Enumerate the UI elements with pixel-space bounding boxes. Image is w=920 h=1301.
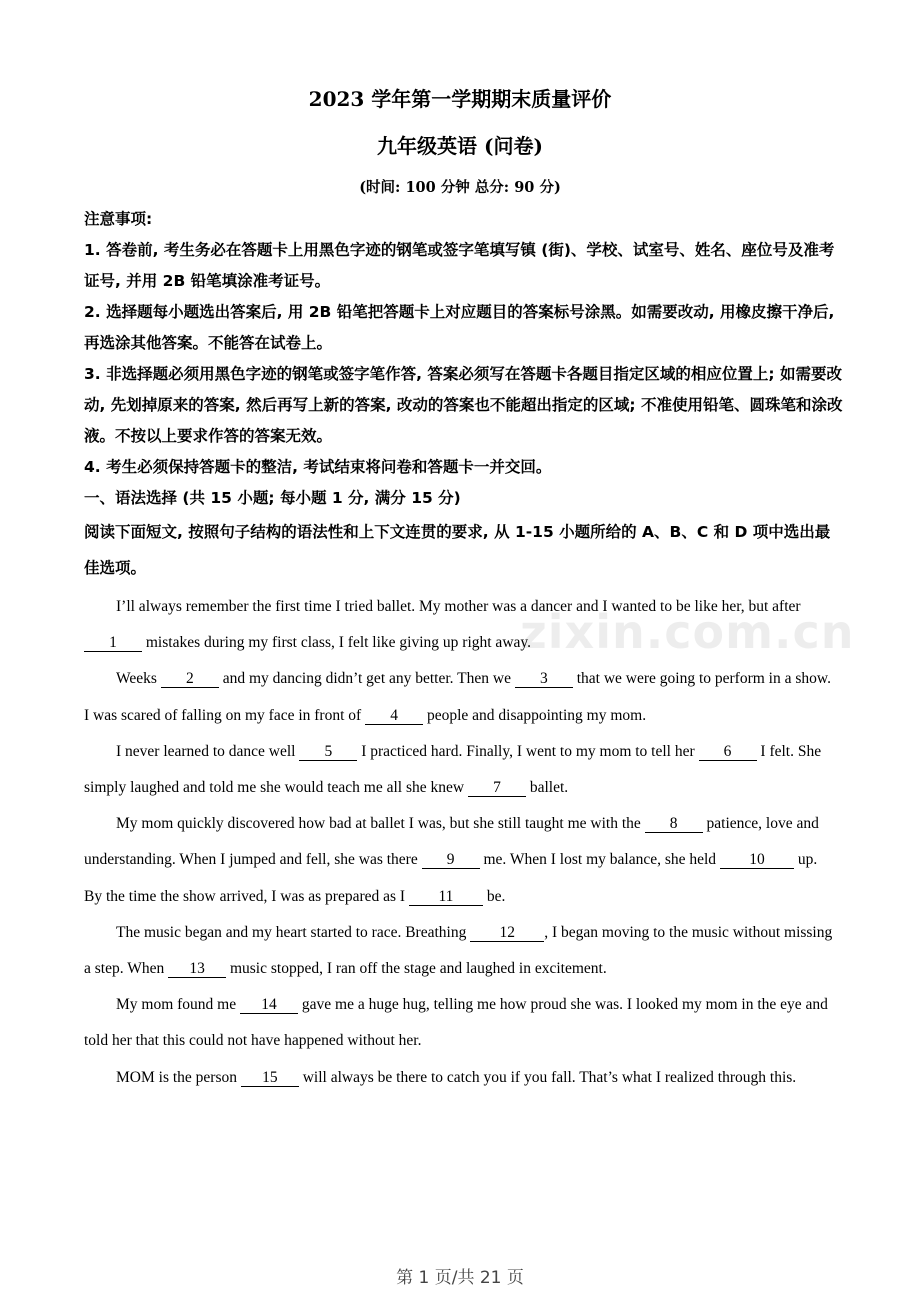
- passage-paragraph: My mom quickly discovered how bad at ballet I was, but she still taught me with the 8 patience, love and understanding. When I jumped and fell, she was there 9 me. When I lost my balance, she held 10 up. By the time the show arrived, I was as prepared as I 11 be.: [84, 815, 819, 905]
- answer-blank: 4: [365, 708, 423, 725]
- answer-blank: 15: [241, 1070, 299, 1087]
- answer-blank: 14: [240, 997, 298, 1014]
- answer-blank: 9: [422, 852, 480, 869]
- passage-paragraph: I never learned to dance well 5 I practiced hard. Finally, I went to my mom to tell her 6 I felt. She simply laughed and told me she would teach me all she knew 7 ballet.: [84, 742, 822, 797]
- answer-blank: 12: [470, 925, 544, 942]
- answer-blank: 11: [409, 889, 483, 906]
- passage-paragraph: The music began and my heart started to race. Breathing 12 , I began moving to the music without missing a step. When 13 music stopped, I ran off the stage and laughed in excitement.: [84, 923, 833, 978]
- exam-info: (时间: 100 分钟 总分: 90 分): [359, 179, 561, 196]
- watermark: zixin.com.cn: [520, 605, 855, 659]
- answer-blank: 3: [515, 671, 573, 688]
- passage-paragraph: MOM is the person 15 will always be there to catch you if you fall. That’s what I realized through this.: [116, 1068, 797, 1086]
- passage: [84, 589, 836, 1096]
- note-item: 4. 考生必须保持答题卡的整洁, 考试结束将问卷和答题卡一并交回。: [84, 458, 552, 476]
- answer-blank: 5: [299, 744, 357, 761]
- answer-blank: 1: [84, 635, 142, 652]
- exam-subtitle: 九年级英语 (问卷): [377, 134, 543, 158]
- notes-heading: 注意事项:: [84, 210, 153, 228]
- notes-section: [84, 204, 844, 586]
- note-item: 2. 选择题每小题选出答案后, 用 2B 铅笔把答题卡上对应题目的答案标号涂黑。如需要改动, 用橡皮擦干净后, 再选涂其他答案。不能答在试卷上。: [84, 303, 835, 352]
- answer-blank: 13: [168, 961, 226, 978]
- answer-blank: 7: [468, 780, 526, 797]
- page-footer: 第 1 页/共 21 页: [396, 1268, 524, 1288]
- passage-paragraph: I’ll always remember the first time I tried ballet. My mother was a dancer and I wanted to be like her, but after 1 mistakes during my first class, I felt like giving up right away.: [84, 589, 836, 661]
- answer-blank: 10: [720, 852, 794, 869]
- exam-title: 2023 学年第一学期期末质量评价: [308, 87, 612, 111]
- section-instruction: 阅读下面短文, 按照句子结构的语法性和上下文连贯的要求, 从 1-15 小题所给的 A、B、C 和 D 项中选出最佳选项。: [84, 523, 831, 577]
- passage-paragraph: My mom found me 14 gave me a huge hug, telling me how proud she was. I looked my mom in the eye and told her that this could not have happened without her.: [84, 996, 828, 1050]
- answer-blank: 2: [161, 671, 219, 688]
- section-title: 一、语法选择 (共 15 小题; 每小题 1 分, 满分 15 分): [84, 489, 461, 507]
- note-item: 3. 非选择题必须用黑色字迹的钢笔或签字笔作答, 答案必须写在答题卡各题目指定区域的相应位置上; 如需要改动, 先划掉原来的答案, 然后再写上新的答案, 改动的答案也不能超出指定的区域; 不准使用铅笔、圆珠笔和涂改液。不按以上要求作答的答案无效。: [84, 365, 843, 445]
- passage-paragraph: Weeks 2 and my dancing didn’t get any better. Then we 3 that we were going to perform in a show. I was scared of falling on my face in front of 4 people and disappointing my mom.: [84, 670, 831, 724]
- answer-blank: 6: [699, 744, 757, 761]
- note-item: 1. 答卷前, 考生务必在答题卡上用黑色字迹的钢笔或签字笔填写镇 (街)、学校、试室号、姓名、座位号及准考证号, 并用 2B 铅笔填涂准考证号。: [84, 241, 835, 290]
- answer-blank: 8: [645, 816, 703, 833]
